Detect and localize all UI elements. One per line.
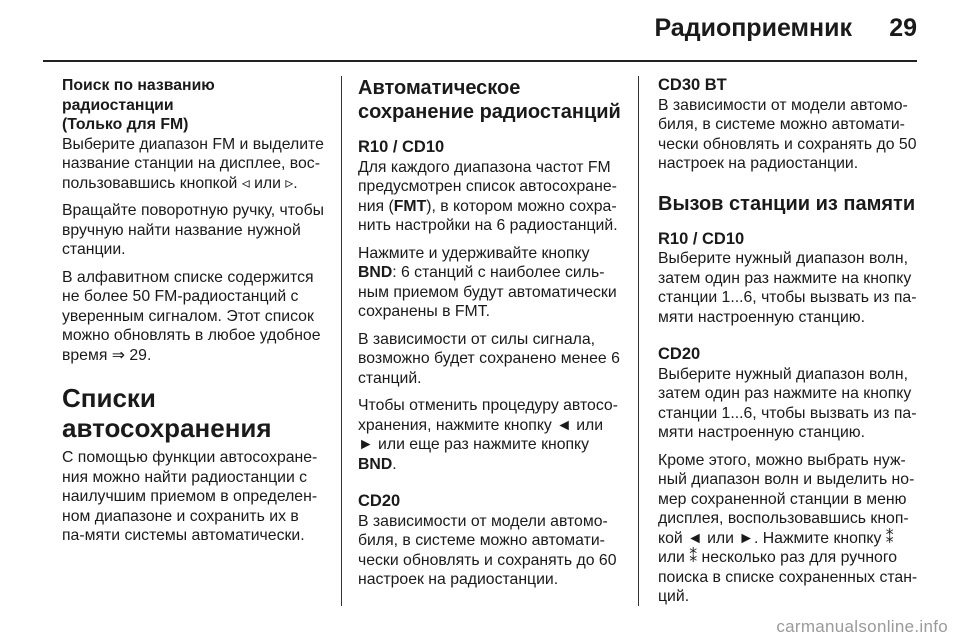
section-title-autostore-lists: Списки автосохранения <box>62 383 272 443</box>
bnd-label: BND <box>358 455 393 473</box>
column-2 <box>358 76 622 598</box>
paragraph: В алфавитном списке содержится не более 50 FM-радиостанций с уверенным сигналом. Этот список можно обновлять в любое удобное время ⇒ 29. <box>62 268 321 364</box>
model-label-r10-cd10: R10 / CD10 <box>658 229 745 248</box>
paragraph: В зависимости от модели автомо-биля, в системе можно автомати-чески обновлять и сохранять до 50 настроек на радиостанции. <box>658 96 917 172</box>
paragraph: Выберите диапазон FM и выделите название станции на дисплее, вос-пользовавшись кнопкой ◃ или ▹. <box>62 135 324 192</box>
paragraph: Кроме этого, можно выбрать нуж-ный диапазон волн и выделить но-мер сохраненной станции в меню дисплея, воспользовавшись кноп-кой ◄ или ►. Нажмите кнопку ⁑ или ⁑ несколько раз для ручного поиска в списке сохраненных стан-ций. <box>658 451 918 605</box>
section-title-recall: Вызов станции из памяти <box>658 192 916 215</box>
heading-search-by-name: Поиск по названию радиостанции <box>62 77 215 114</box>
watermark: carmanualsonline.info <box>776 617 948 636</box>
model-label-cd20: CD20 <box>658 345 701 363</box>
paragraph: Выберите нужный диапазон волн, затем один раз нажмите на кнопку станции 1...6, чтобы вызвать из па-мяти настроенную станцию. <box>658 365 917 441</box>
paragraph: В зависимости от силы сигнала, возможно будет сохранено менее 6 станций. <box>358 330 620 387</box>
paragraph: Выберите нужный диапазон волн, затем один раз нажмите на кнопку станции 1...6, чтобы вызвать из па-мяти настроенную станцию. <box>658 250 917 326</box>
paragraph: В зависимости от модели автомо-биля, в системе можно автомати-чески обновлять и сохранять до 60 настроек на радиостанции. <box>358 512 617 588</box>
paragraph: Чтобы отменить процедуру автосо-хранения, нажмите кнопку ◄ или ► или еще раз нажмите кнопку BND. <box>358 397 618 473</box>
column-divider-1 <box>341 76 342 606</box>
heading-fm-only: (Только для FM) <box>62 116 189 133</box>
page-title: Радиоприемник <box>654 14 852 42</box>
model-label-r10-cd10: R10 / CD10 <box>358 138 445 156</box>
fmt-label: FMT <box>393 197 427 215</box>
column-divider-2 <box>638 76 639 606</box>
section-title-auto-save: Автоматическое сохранение радиостанций <box>358 77 621 123</box>
column-1 <box>62 76 324 554</box>
page-number: 29 <box>889 14 917 42</box>
model-label-cd30bt: CD30 BT <box>658 76 727 94</box>
paragraph: Нажмите и удерживайте кнопку BND: 6 станций с наиболее силь-ным приемом будут автоматически сохранены в FMT. <box>358 244 617 320</box>
header-rule <box>43 60 917 62</box>
paragraph: С помощью функции автосохране-ния можно найти радиостанции с наилучшим приемом в определен-ном диапазоне и сохранить их в па-мяти системы автоматически. <box>62 449 318 544</box>
paragraph: Для каждого диапазона частот FM предусмотрен список автосохране-ния (FMT), в котором можно сохра-нить настройки на 6 радиостанций. <box>358 158 618 234</box>
paragraph: Вращайте поворотную ручку, чтобы вручную найти название нужной станции. <box>62 202 324 258</box>
column-3 <box>658 76 918 615</box>
bnd-label: BND <box>358 264 393 281</box>
model-label-cd20: CD20 <box>358 492 401 510</box>
page-header <box>0 0 960 61</box>
